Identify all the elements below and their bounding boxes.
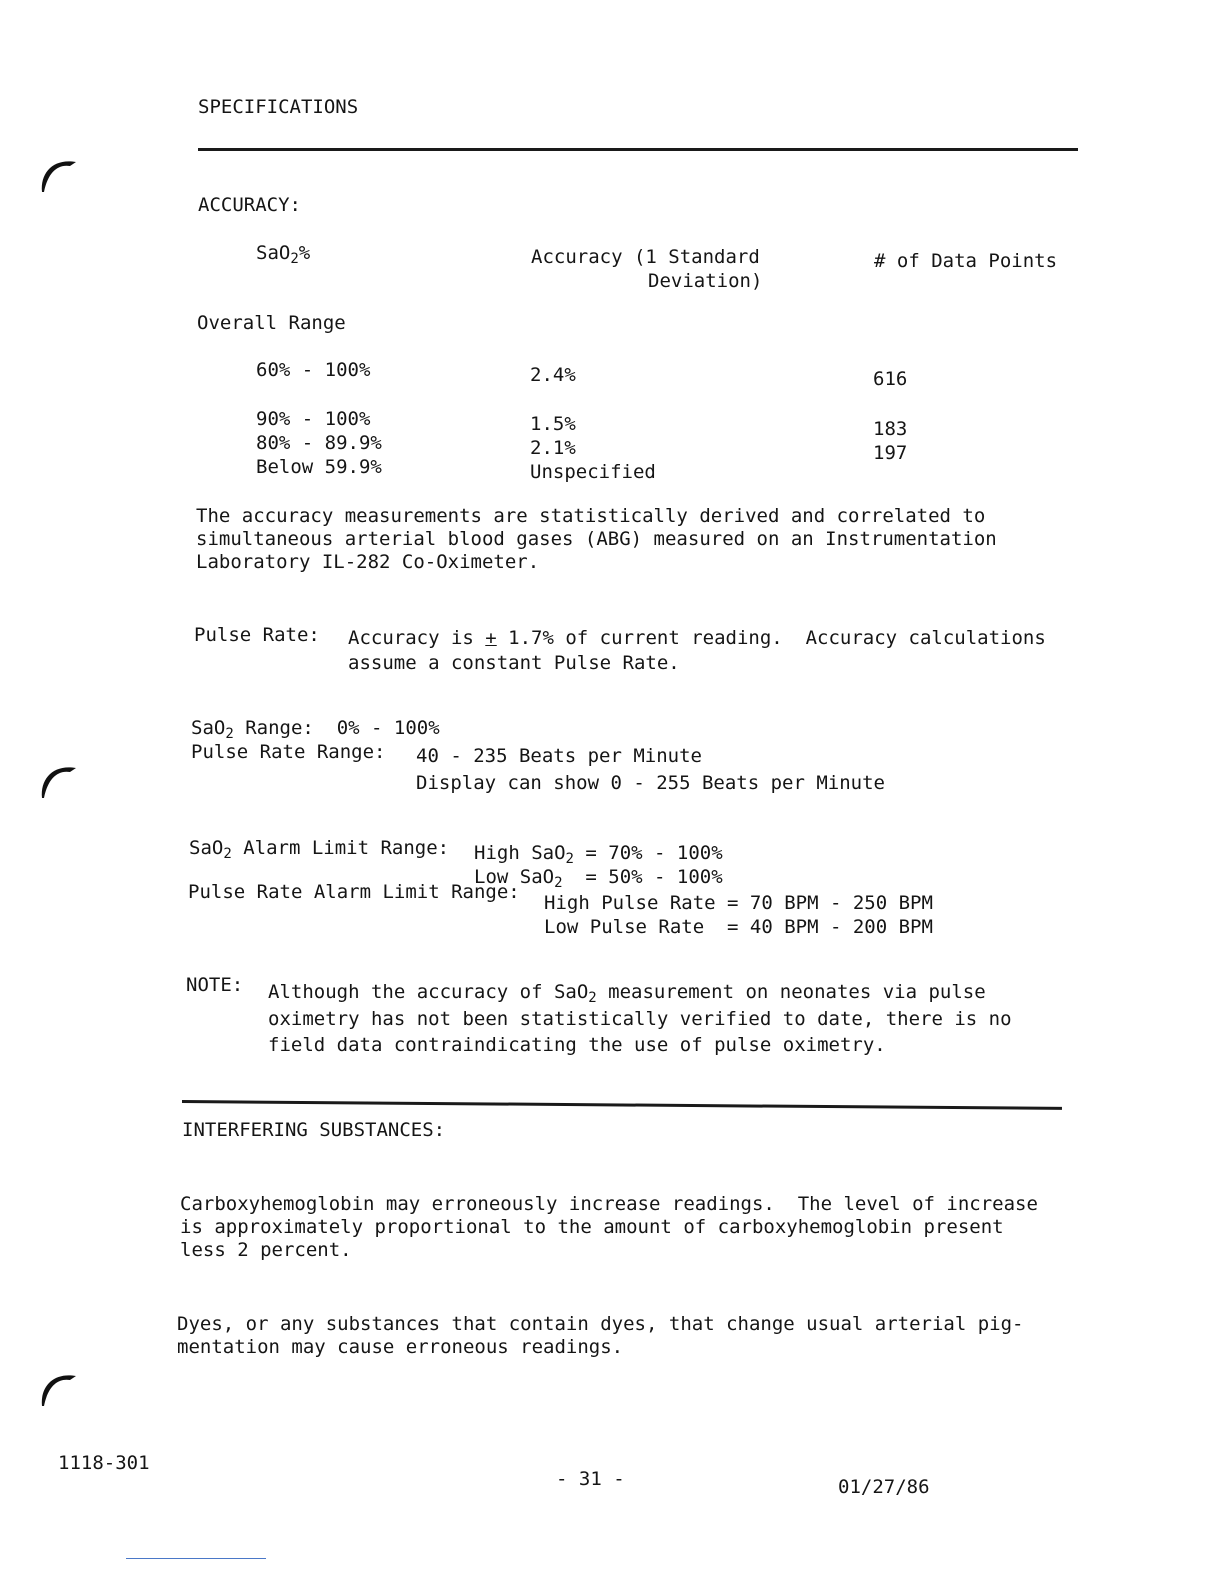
punch-hole-middle-icon [36, 758, 80, 802]
table-row-range: 60% - 100% [256, 359, 371, 381]
pulse-rate-accuracy-line1: Accuracy is + 1.7% of current reading. Accuracy calculations [348, 627, 1046, 649]
pulse-rate-accuracy-line2: assume a constant Pulse Rate. [348, 652, 680, 674]
doc-number: 1118-301 [58, 1452, 150, 1474]
col-header-sao2: SaO$_2$% [256, 242, 311, 267]
accuracy-paragraph [196, 505, 1076, 574]
document-date: 01/27/86 [838, 1476, 930, 1498]
note-line1: Although the accuracy of SaO$_2$ measurement on neonates via pulse [268, 981, 986, 1006]
col-header-accuracy: Accuracy (1 Standard [531, 246, 760, 268]
paragraph-line: Carboxyhemoglobin may erroneously increase readings. The level of increase [180, 1193, 1038, 1215]
paragraph-line: less 2 percent. [180, 1239, 352, 1261]
page-number: - 31 - [556, 1468, 625, 1490]
sao2-alarm-high: High SaO$_2$ = 70% - 100% [474, 842, 723, 867]
pulse-rate-display-range: Display can show 0 - 255 Beats per Minute [416, 772, 885, 794]
sao2-alarm-low: Low SaO$_2$ = 50% - 100% [474, 866, 723, 891]
table-row-range: 90% - 100% [256, 408, 371, 430]
section-divider [182, 1100, 1062, 1110]
accuracy-heading: ACCURACY: [198, 194, 301, 216]
page-title: SPECIFICATIONS [198, 96, 359, 118]
paragraph-line: is approximately proportional to the amount of carboxyhemoglobin present [180, 1216, 1004, 1238]
pulse-rate-alarm-low: Low Pulse Rate = 40 BPM - 200 BPM [544, 916, 933, 938]
table-row-accuracy: 2.1% [530, 437, 576, 459]
paragraph-line: mentation may cause erroneous readings. [177, 1336, 624, 1358]
paragraph-line: Laboratory IL-282 Co-Oximeter. [196, 551, 540, 573]
overall-range-label: Overall Range [197, 312, 346, 334]
note-line2: oximetry has not been statistically verified to date, there is no [268, 1008, 1012, 1030]
sao2-alarm-label: SaO$_2$ Alarm Limit Range: [189, 837, 450, 862]
pulse-rate-range-label: Pulse Rate Range: [191, 741, 386, 763]
pulse-rate-label: Pulse Rate: [194, 624, 320, 646]
carboxyhemoglobin-paragraph [180, 1193, 1080, 1262]
table-row-range: 80% - 89.9% [256, 432, 382, 454]
table-row-accuracy: 1.5% [530, 413, 576, 435]
table-row-accuracy: Unspecified [530, 461, 656, 483]
interfering-heading: INTERFERING SUBSTANCES: [182, 1119, 446, 1141]
col-header-accuracy-line2: Deviation) [648, 270, 763, 292]
table-row-accuracy: 2.4% [530, 364, 576, 386]
note-line3: field data contraindicating the use of pulse oximetry. [268, 1034, 886, 1056]
paragraph-line: Dyes, or any substances that contain dyes, that change usual arterial pig- [177, 1313, 1024, 1335]
dyes-paragraph [177, 1313, 1077, 1359]
paragraph-line: simultaneous arterial blood gases (ABG) measured on an Instrumentation [196, 528, 997, 550]
paragraph-line: The accuracy measurements are statistically derived and correlated to [196, 505, 986, 527]
table-row-points: 197 [873, 442, 908, 464]
table-row-points: 183 [873, 418, 908, 440]
header-divider [198, 148, 1078, 151]
scan-artifact-line [126, 1558, 266, 1559]
table-row-points: 616 [873, 368, 908, 390]
pulse-rate-range-value: 40 - 235 Beats per Minute [416, 745, 702, 767]
pulse-rate-alarm-high: High Pulse Rate = 70 BPM - 250 BPM [544, 892, 933, 914]
punch-hole-bottom-icon [36, 1366, 80, 1410]
table-row-range: Below 59.9% [256, 456, 382, 478]
punch-hole-top-icon [36, 152, 80, 196]
col-header-data-points: # of Data Points [874, 250, 1058, 272]
sao2-range: SaO$_2$ Range: 0% - 100% [191, 717, 440, 742]
note-label: NOTE: [186, 974, 244, 996]
pulse-rate-alarm-label: Pulse Rate Alarm Limit Range: [188, 881, 520, 903]
